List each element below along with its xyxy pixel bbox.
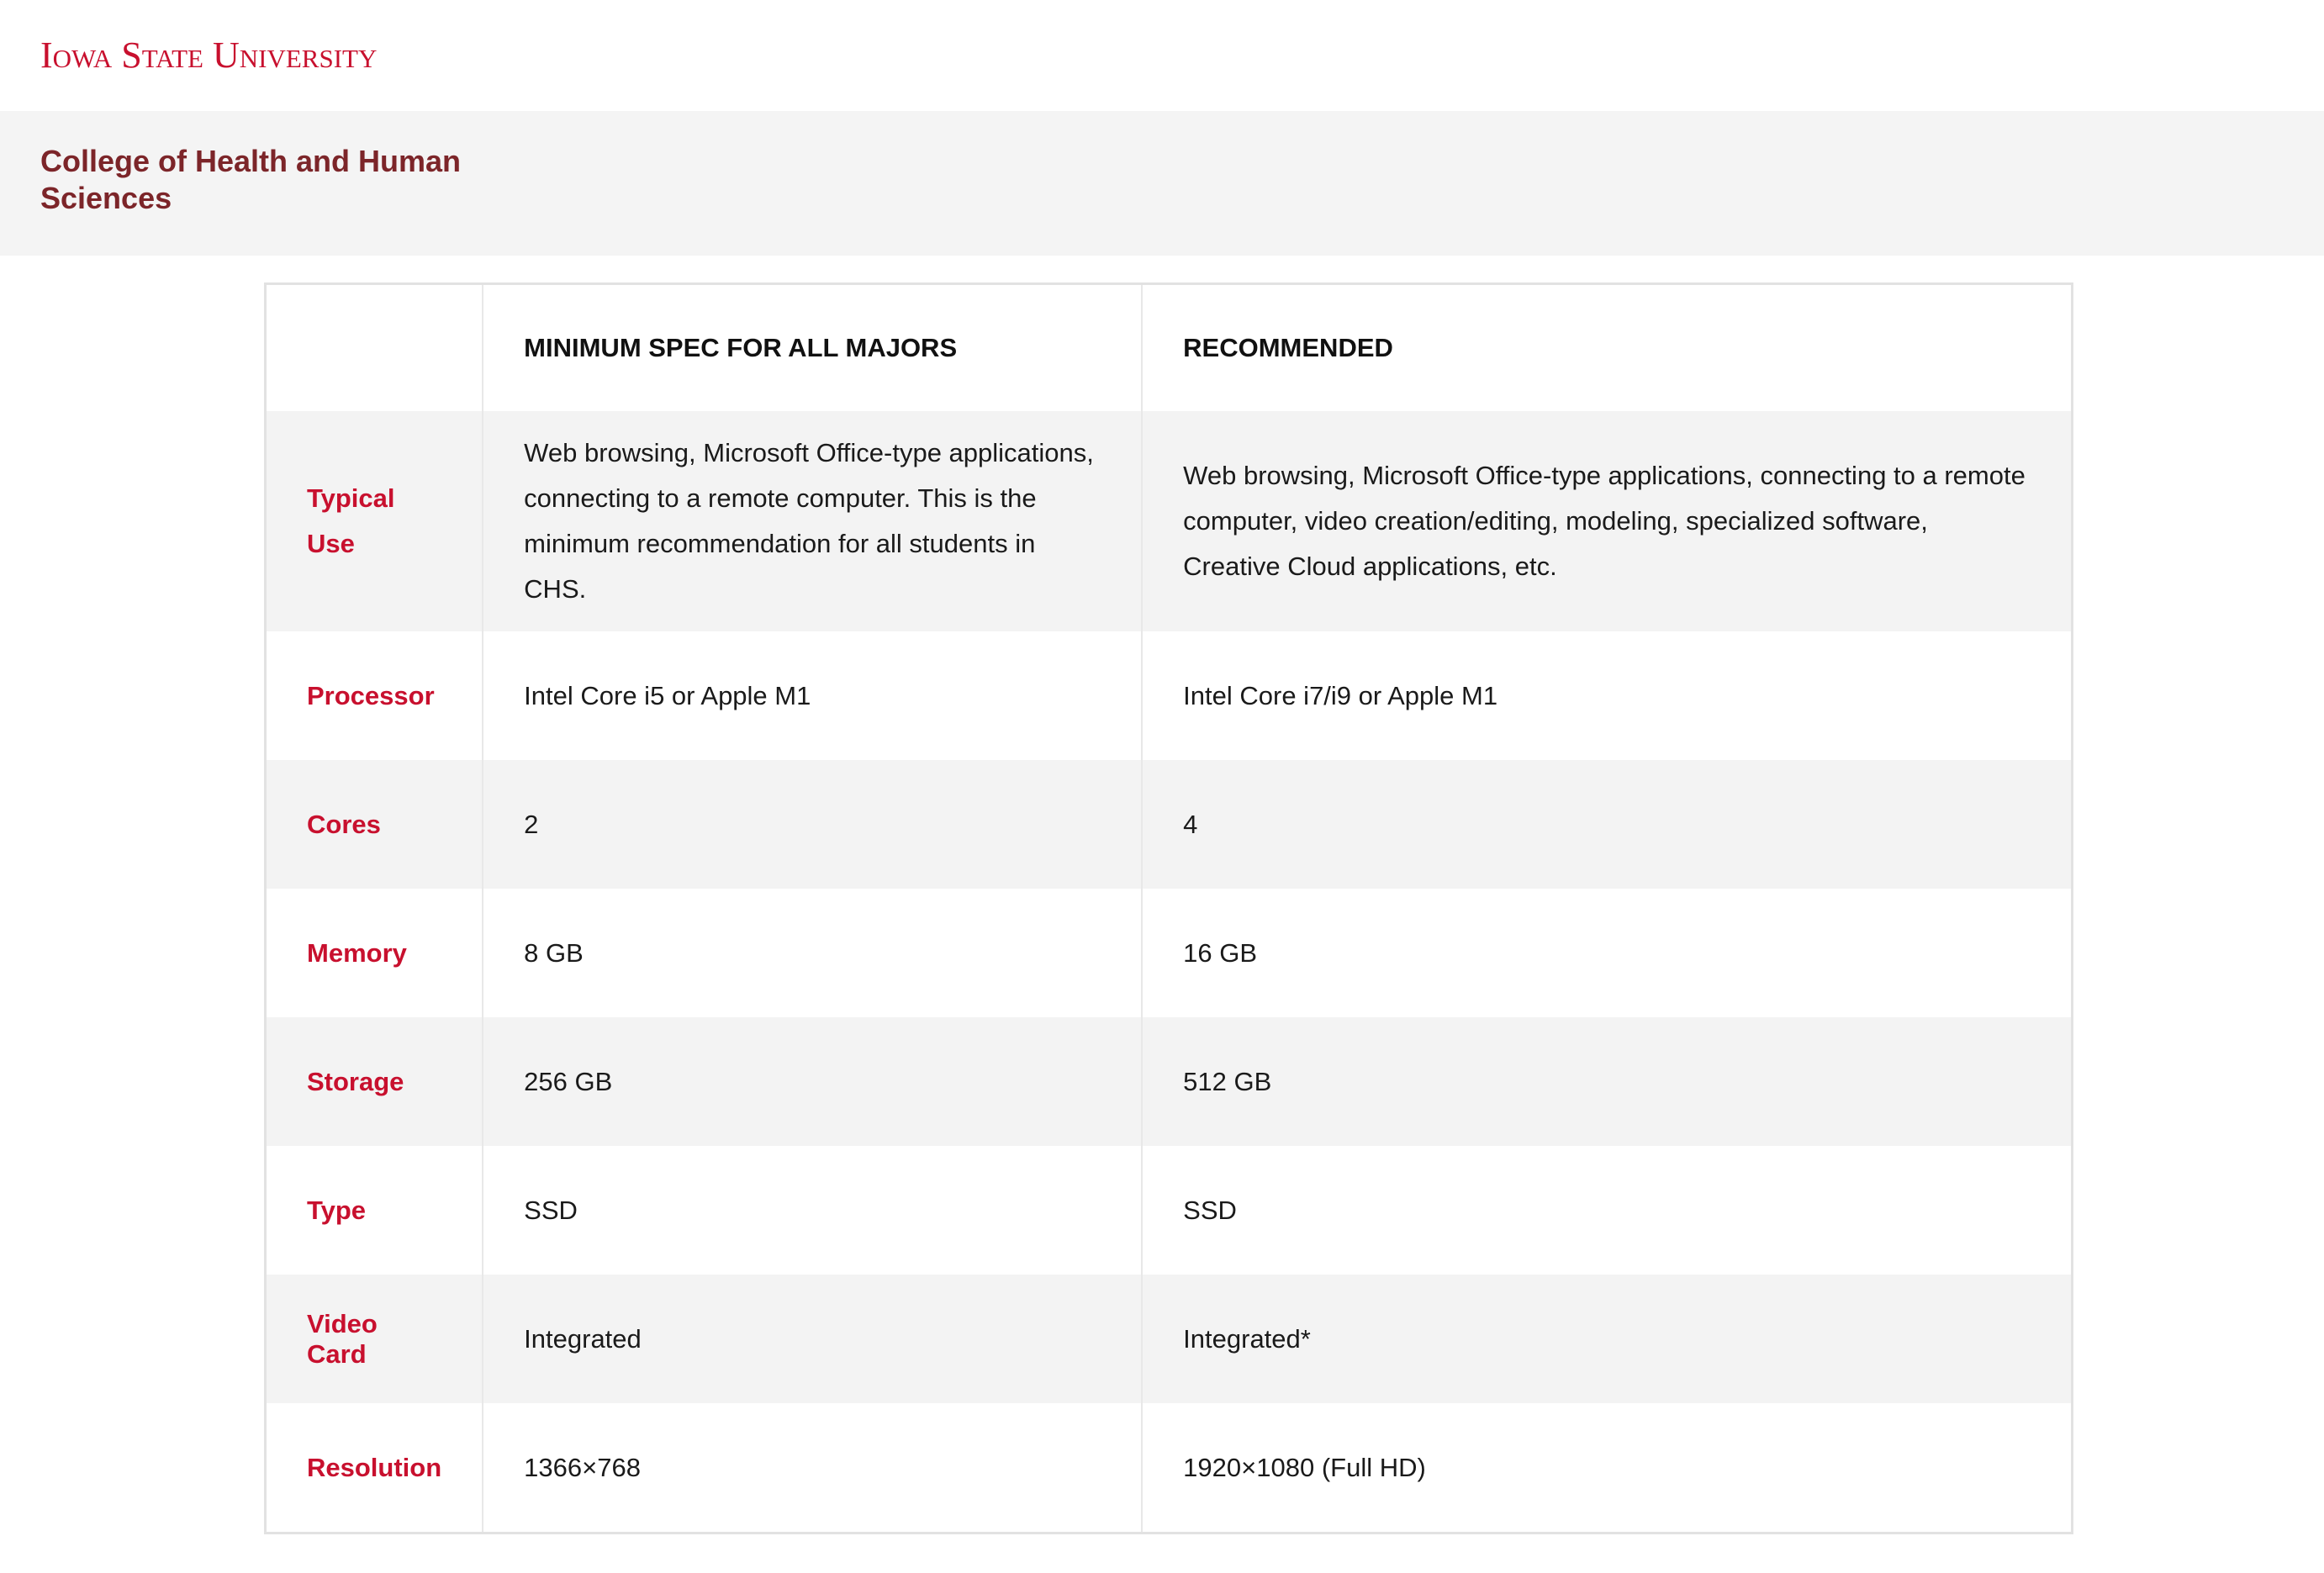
- university-wordmark: Iowa State University: [40, 34, 378, 76]
- college-title-link[interactable]: College of Health and Human Sciences: [40, 144, 462, 215]
- table-row: [266, 1017, 2073, 1146]
- row-label-video-card: Video Card: [266, 1275, 483, 1403]
- cell-recommended: SSD: [1142, 1146, 2072, 1275]
- cell-minimum: Intel Core i5 or Apple M1: [483, 631, 1142, 760]
- cell-recommended: 512 GB: [1142, 1017, 2072, 1146]
- cell-minimum: SSD: [483, 1146, 1142, 1275]
- cell-recommended: 4: [1142, 760, 2072, 889]
- row-label-resolution: Resolution: [266, 1403, 483, 1533]
- row-label-memory: Memory: [266, 889, 483, 1017]
- cell-minimum: 256 GB: [483, 1017, 1142, 1146]
- cell-minimum: 8 GB: [483, 889, 1142, 1017]
- table-header-row: [266, 284, 2073, 412]
- header-empty-cell: [266, 284, 483, 412]
- cell-recommended: Intel Core i7/i9 or Apple M1: [1142, 631, 2072, 760]
- header-minimum: MINIMUM SPEC FOR ALL MAJORS: [483, 284, 1142, 412]
- row-label-cores: Cores: [266, 760, 483, 889]
- row-label-storage: Storage: [266, 1017, 483, 1146]
- cell-minimum: 2: [483, 760, 1142, 889]
- table-row: [266, 1275, 2073, 1403]
- university-logo-link[interactable]: [40, 34, 377, 77]
- college-banner: [0, 111, 2324, 256]
- header-recommended: RECOMMENDED: [1142, 284, 2072, 412]
- table-row: [266, 1403, 2073, 1533]
- table-row: [266, 631, 2073, 760]
- cell-recommended: 1920×1080 (Full HD): [1142, 1403, 2072, 1533]
- cell-recommended: Web browsing, Microsoft Office-type applications, connecting to a remote computer, video creation/editing, modeling, specialized software, Creative Cloud applications, etc.: [1142, 411, 2072, 631]
- cell-minimum: 1366×768: [483, 1403, 1142, 1533]
- table-row: [266, 760, 2073, 889]
- cell-recommended: Integrated*: [1142, 1275, 2072, 1403]
- row-label-typical-use: Typical Use: [266, 411, 483, 631]
- table-row: [266, 889, 2073, 1017]
- row-label-processor: Processor: [266, 631, 483, 760]
- computer-spec-table: [264, 282, 2073, 1534]
- cell-recommended: 16 GB: [1142, 889, 2072, 1017]
- table-row: [266, 1146, 2073, 1275]
- cell-minimum: Integrated: [483, 1275, 1142, 1403]
- table-row: [266, 411, 2073, 631]
- row-label-type: Type: [266, 1146, 483, 1275]
- cell-minimum: Web browsing, Microsoft Office-type applications, connecting to a remote computer. This is the minimum recommendation for all students in CHS.: [483, 411, 1142, 631]
- site-header: [0, 0, 2324, 111]
